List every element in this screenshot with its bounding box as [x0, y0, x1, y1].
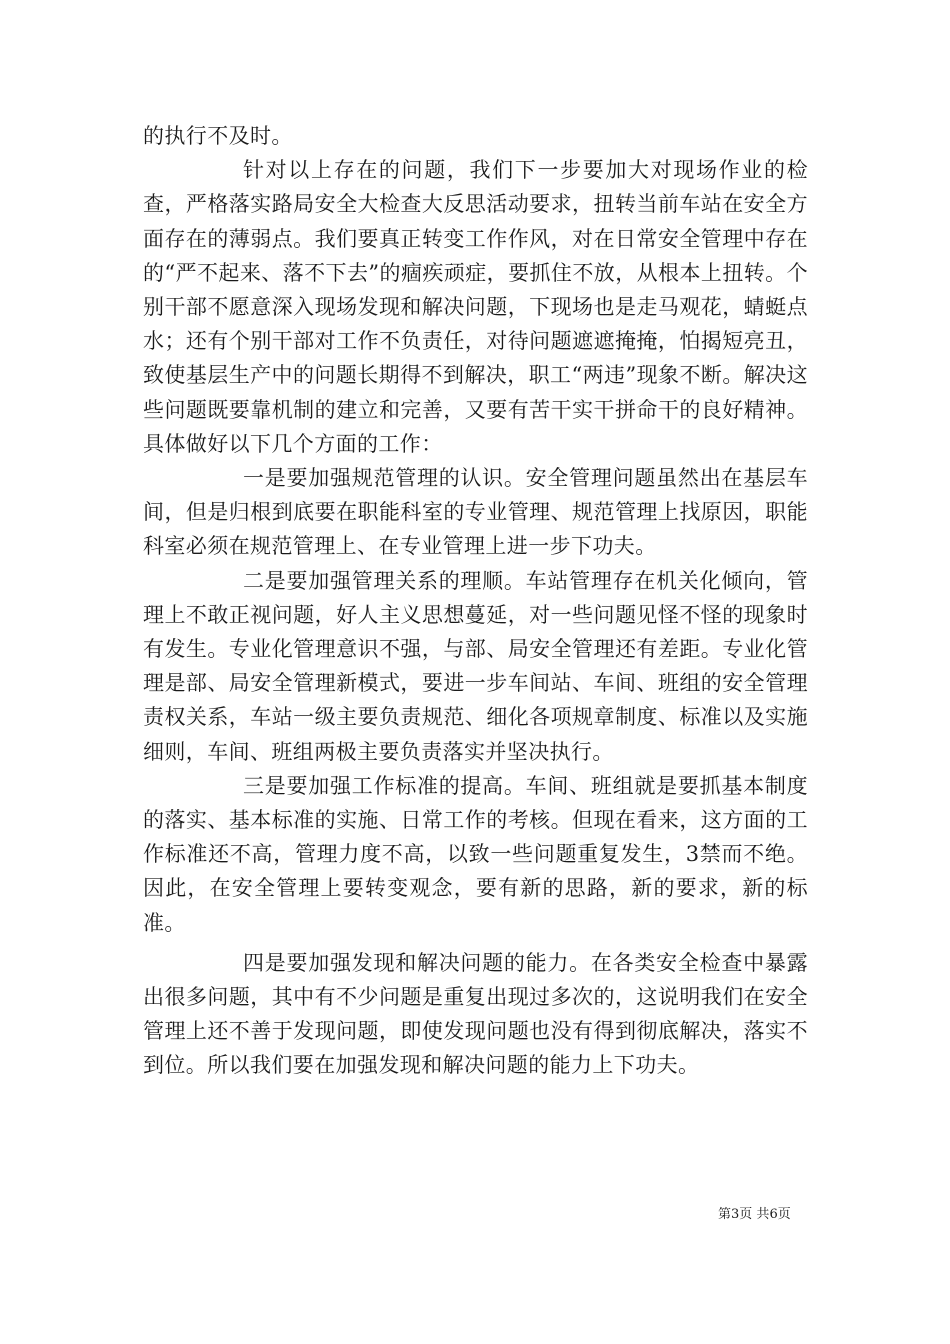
paragraph-action-plan: 针对以上存在的问题，我们下一步要加大对现场作业的检查，严格落实路局安全大检查大反思活动要求，扭转当前车站在安全方面存在的薄弱点。我们要真正转变工作作风，对在日常安全管理中存在的“严不起来、落不下去”的痼疾顽症，要抓住不放，从根本上扭转。个别干部不愿意深入现场发现和解决问题，下现场也是走马观花，蜻蜓点水；还有个别干部对工作不负责任，对待问题遮遮掩掩，怕揭短亮丑，致使基层生产中的问题长期得不到解决，职工“两违”现象不断。解决这些问题既要靠机制的建立和完善，又要有苦干实干拼命干的良好精神。具体做好以下几个方面的工作： — [143, 158, 808, 456]
footer-current-page: 3 — [731, 1207, 740, 1222]
footer-middle: 页 共 — [739, 1207, 770, 1222]
paragraph-point-two: 二是要加强管理关系的理顺。车站管理存在机关化倾向，管理上不敢正视问题，好人主义思想蔓延，对一些问题见怪不怪的现象时有发生。专业化管理意识不强，与部、局安全管理还有差距。专业化管理是部、局安全管理新模式，要进一步车间站、车间、班组的安全管理责权关系，车站一级主要负责规范、细化各项规章制度、标准以及实施细则，车间、班组两极主要负责落实并坚决执行。 — [143, 568, 808, 764]
page-number-footer — [718, 1207, 791, 1223]
document-body — [143, 119, 808, 1083]
footer-total-pages: 6 — [769, 1207, 778, 1222]
footer-prefix: 第 — [718, 1207, 732, 1222]
paragraph-point-three: 三是要加强工作标准的提高。车间、班组就是要抓基本制度的落实、基本标准的实施、日常工作的考核。但现在看来，这方面的工作标准还不高，管理力度不高，以致一些问题重复发生，3禁而不绝。因此，在安全管理上要转变观念，要有新的思路，新的要求，新的标准。 — [143, 773, 808, 935]
paragraph-point-one: 一是要加强规范管理的认识。安全管理问题虽然出在基层车间，但是归根到底要在职能科室的专业管理、规范管理上找原因，职能科室必须在规范管理上、在专业管理上进一步下功夫。 — [143, 466, 808, 559]
paragraph-point-four: 四是要加强发现和解决问题的能力。在各类安全检查中暴露出很多问题，其中有不少问题是重复出现过多次的，这说明我们在安全管理上还不善于发现问题，即使发现问题也没有得到彻底解决，落实不到位。所以我们要在加强发现和解决问题的能力上下功夫。 — [143, 950, 808, 1078]
footer-suffix: 页 — [777, 1207, 791, 1222]
paragraph-continuation: 的执行不及时。 — [143, 124, 293, 148]
